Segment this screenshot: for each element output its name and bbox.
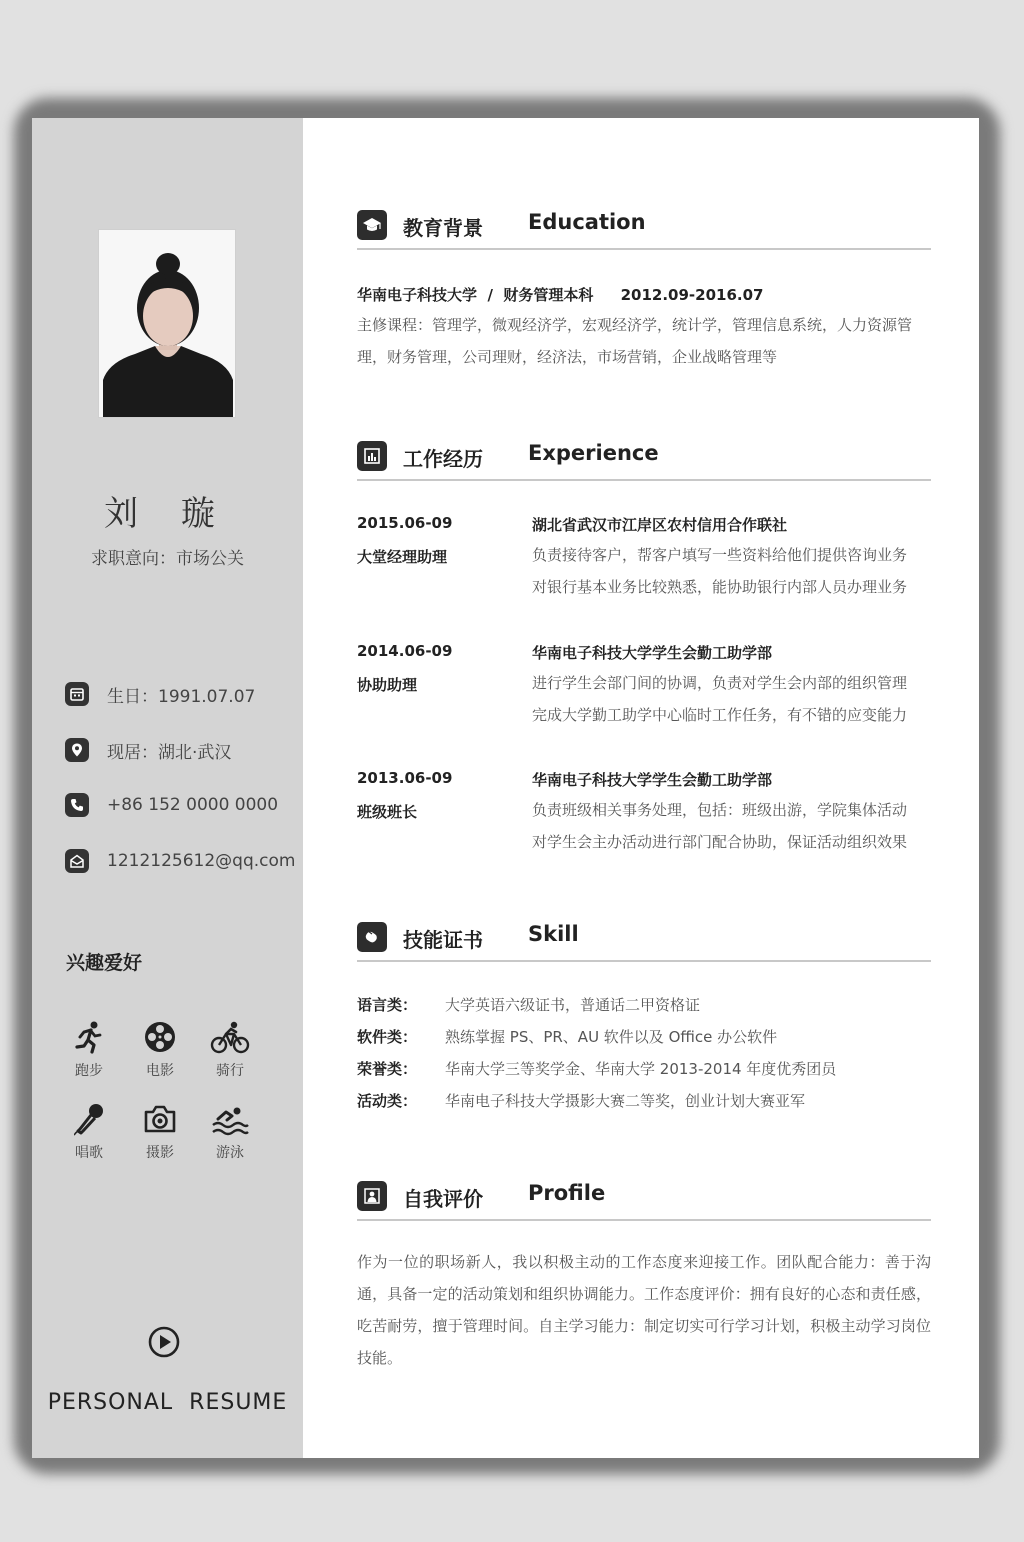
hobby-singing [54,1102,124,1162]
hobby-running [54,1020,124,1080]
skill-key: 活动类： [357,1092,418,1110]
experience-desc-2: 对学生会主办活动进行部门配合协助，保证活动组织效果 [532,833,908,851]
job-intent: 求职意向：市场公关 [91,549,244,569]
person-name: 刘 璇 [104,494,231,534]
hobby-label-singing: 唱歌 [75,1145,103,1161]
experience-date: 2013.06-09 [357,769,453,787]
skills-title-en: Skill [528,922,579,946]
hobby-label-photography: 摄影 [146,1145,174,1161]
skills-title-cn: 技能证书 [403,928,483,952]
birthday-text: 生日：1991.07.07 [107,686,256,707]
profile-header [357,1181,931,1221]
contact-email [65,848,295,874]
calendar-icon [65,682,89,706]
mail-icon [65,849,89,873]
hobby-movie [125,1020,195,1080]
skill-value: 华南大学三等奖学金、华南大学 2013-2014 年度优秀团员 [445,1060,837,1078]
skills-header [357,922,931,962]
skill-key: 软件类： [357,1028,418,1046]
resume-card [32,118,979,1458]
hobby-label-movie: 电影 [146,1063,174,1079]
education-period: 2012.09-2016.07 [620,286,764,304]
experience-divider [357,479,931,481]
hobby-label-running: 跑步 [75,1063,103,1079]
experience-desc-2: 对银行基本业务比较熟悉，能协助银行内部人员办理业务 [532,578,908,596]
education-header [357,210,931,250]
phone-icon [65,793,89,817]
experience-title-en: Experience [528,441,659,465]
experience-desc-2: 完成大学勤工助学中心临时工作任务，有不错的应变能力 [532,706,908,724]
profile-divider [357,1219,931,1221]
microphone-icon [72,1102,106,1136]
experience-date: 2015.06-09 [357,514,453,532]
skills-divider [357,960,931,962]
swimming-icon [210,1102,250,1136]
skill-value: 大学英语六级证书，普通话二甲资格证 [445,996,701,1014]
education-title-cn: 教育背景 [403,216,483,240]
phone-text: +86 152 0000 0000 [107,795,279,815]
sidebar [32,118,303,1458]
skill-key: 语言类： [357,996,418,1014]
skill-value: 华南电子科技大学摄影大赛二等奖，创业计划大赛亚军 [445,1092,806,1110]
self-evaluation-text: 作为一位的职场新人，我以积极主动的工作态度来迎接工作。团队配合能力：善于沟通，具备一定的活动策划和组织协调能力。工作态度评价：拥有良好的心态和责任感，吃苦耐劳，擅于管理时间。自主学习能力：制定切实可行学习计划，积极主动学习岗位技能。 [357,1253,931,1367]
experience-desc-1: 负责班级相关事务处理，包括：班级出游，学院集体活动 [532,801,908,819]
hobbies-title: 兴趣爱好 [66,952,143,974]
experience-org: 华南电子科技大学学生会勤工助学部 [532,771,773,789]
location-text: 现居：湖北·武汉 [107,742,232,763]
experience-desc-1: 负责接待客户，帮客户填写一些资料给他们提供咨询业务 [532,546,908,564]
skill-key: 荣誉类： [357,1060,418,1078]
main-content [303,118,979,1458]
bar-chart-icon [357,441,387,471]
profile-title-en: Profile [528,1181,606,1205]
person-icon [357,1181,387,1211]
hobby-label-cycling: 骑行 [216,1063,244,1079]
play-circle-icon[interactable] [147,1325,181,1363]
hobby-cycling [195,1020,265,1080]
hobby-swimming [195,1102,265,1162]
experience-desc-1: 进行学生会部门间的协调，负责对学生会内部的组织管理 [532,674,908,692]
school-major: 华南电子科技大学 / 财务管理本科 [357,286,594,304]
personal-resume-label: PERSONAL RESUME [47,1390,288,1415]
graduation-cap-icon [357,210,387,240]
hobby-label-swimming: 游泳 [216,1145,244,1161]
contact-location [65,737,231,763]
experience-header [357,441,931,481]
experience-role: 协助助理 [357,676,418,694]
email-text: 1212125612@qq.com [107,851,296,871]
bicycle-icon [210,1020,250,1054]
running-icon [72,1020,106,1054]
experience-role: 班级班长 [357,803,418,821]
camera-icon [143,1102,177,1136]
education-title-en: Education [528,210,646,234]
experience-date: 2014.06-09 [357,642,453,660]
education-school-line [357,284,763,305]
mouse-icon [357,922,387,952]
experience-org: 湖北省武汉市江岸区农村信用合作联社 [532,516,788,534]
location-pin-icon [65,738,89,762]
profile-photo [98,229,236,418]
film-reel-icon [143,1020,177,1054]
education-courses: 主修课程：管理学，微观经济学，宏观经济学，统计学，管理信息系统，人力资源管理，财务管理，公司理财，经济法，市场营销，企业战略管理等 [357,316,913,366]
education-divider [357,248,931,250]
experience-title-cn: 工作经历 [403,447,483,471]
experience-role: 大堂经理助理 [357,548,448,566]
hobby-photography [125,1102,195,1162]
profile-title-cn: 自我评价 [403,1187,483,1211]
contact-phone [65,792,278,818]
experience-org: 华南电子科技大学学生会勤工助学部 [532,644,773,662]
contact-birthday [65,681,255,707]
skill-value: 熟练掌握 PS、PR、AU 软件以及 Office 办公软件 [445,1028,778,1046]
